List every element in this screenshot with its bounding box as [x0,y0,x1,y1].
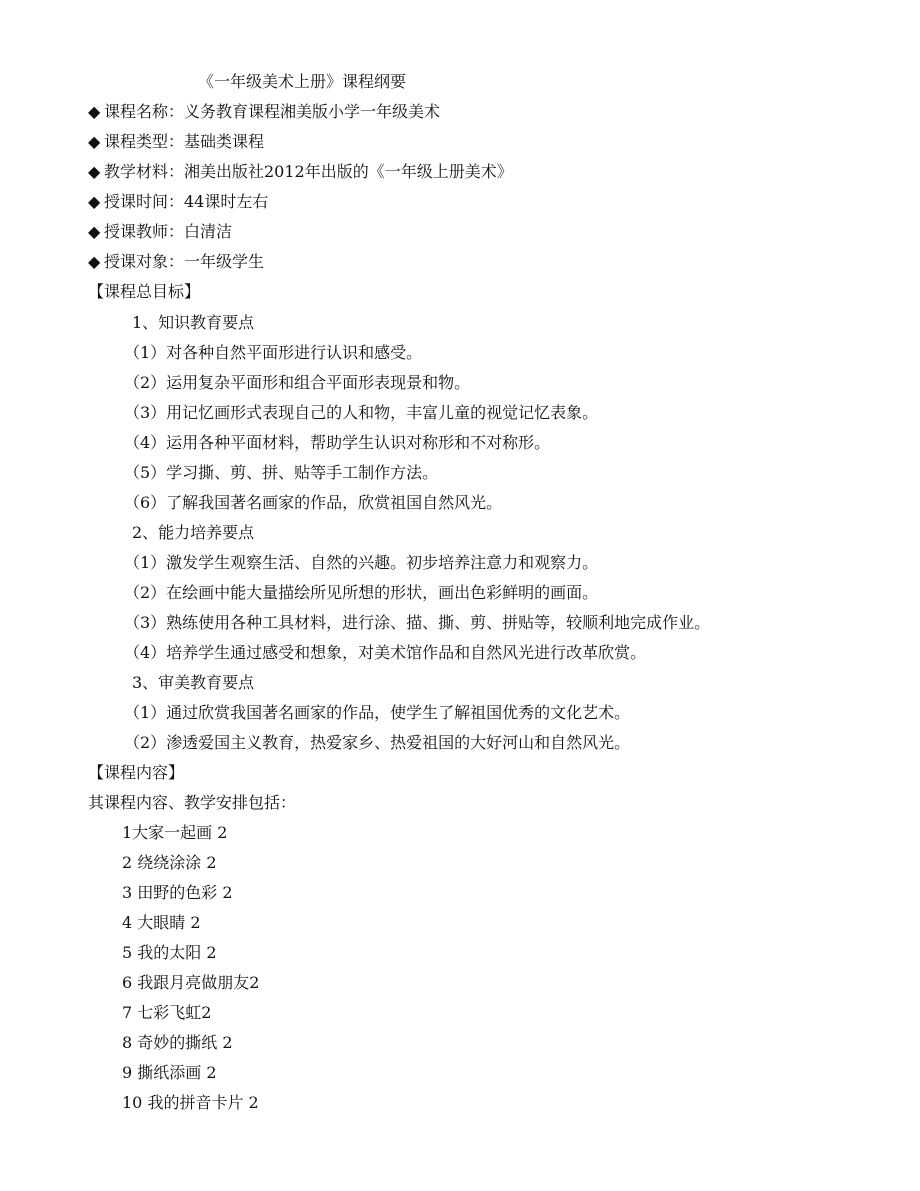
goal-item: （2）在绘画中能大量描绘所见所想的形状，画出色彩鲜明的画面。 [124,583,599,602]
lesson-item: 8 奇妙的撕纸 2 [122,1033,233,1052]
content-intro: 其课程内容、教学安排包括： [88,793,297,812]
course-info-text: 授课对象：一年级学生 [104,252,265,271]
content-heading: 【课程内容】 [88,763,185,782]
goal-item: （1）激发学生观察生活、自然的兴趣。初步培养注意力和观察力。 [124,553,599,572]
course-info-type [88,132,264,152]
goal-item: （2）运用复杂平面形和组合平面形表现景和物。 [124,373,471,392]
lesson-item: 6 我跟月亮做朋友2 [122,973,260,992]
course-info-text: 授课时间：44课时左右 [104,192,269,211]
course-info-teacher [88,222,232,242]
diamond-bullet-icon: ◆ [88,102,101,121]
course-info-materials [88,162,513,182]
goal-item: （2）渗透爱国主义教育，热爱家乡、热爱祖国的大好河山和自然风光。 [124,733,631,752]
course-info-text: 授课教师：白清洁 [104,222,233,241]
course-info-text: 课程名称：义务教育课程湘美版小学一年级美术 [104,102,441,121]
diamond-bullet-icon: ◆ [88,132,101,151]
course-info-text: 课程类型：基础类课程 [104,132,265,151]
goal-section-title: 3、审美教育要点 [132,673,255,692]
lesson-item: 2 绕绕涂涂 2 [122,853,217,872]
goal-item: （3）熟练使用各种工具材料，进行涂、描、撕、剪、拼贴等，较顺利地完成作业。 [124,613,711,632]
goal-section-title: 2、能力培养要点 [132,523,255,542]
course-info-audience [88,252,264,272]
goal-item: （1）对各种自然平面形进行认识和感受。 [124,343,423,362]
goal-item: （4）运用各种平面材料，帮助学生认识对称形和不对称形。 [124,433,551,452]
diamond-bullet-icon: ◆ [88,162,101,181]
goal-item: （5）学习撕、剪、拼、贴等手工制作方法。 [124,463,439,482]
goals-heading: 【课程总目标】 [88,282,201,301]
lesson-item: 7 七彩飞虹2 [122,1003,212,1022]
goal-section-title: 1、知识教育要点 [132,313,255,332]
document-title: 《一年级美术上册》课程纲要 [198,72,407,91]
lesson-item: 4 大眼睛 2 [122,913,201,932]
course-info-hours [88,192,268,212]
goal-item: （6）了解我国著名画家的作品，欣赏祖国自然风光。 [124,493,503,512]
lesson-item: 9 撕纸添画 2 [122,1063,217,1082]
lesson-item: 10 我的拼音卡片 2 [122,1093,259,1112]
goal-item: （4）培养学生通过感受和想象，对美术馆作品和自然风光进行改革欣赏。 [124,643,647,662]
lesson-item: 5 我的太阳 2 [122,943,217,962]
goal-item: （1）通过欣赏我国著名画家的作品，使学生了解祖国优秀的文化艺术。 [124,703,631,722]
course-info-name [88,102,440,122]
course-info-text: 教学材料：湘美出版社2012年出版的《一年级上册美术》 [104,162,513,181]
diamond-bullet-icon: ◆ [88,192,101,211]
goal-item: （3）用记忆画形式表现自己的人和物，丰富儿童的视觉记忆表象。 [124,403,599,422]
lesson-item: 3 田野的色彩 2 [122,883,233,902]
diamond-bullet-icon: ◆ [88,222,101,241]
diamond-bullet-icon: ◆ [88,252,101,271]
lesson-item: 1大家一起画 2 [122,823,228,842]
